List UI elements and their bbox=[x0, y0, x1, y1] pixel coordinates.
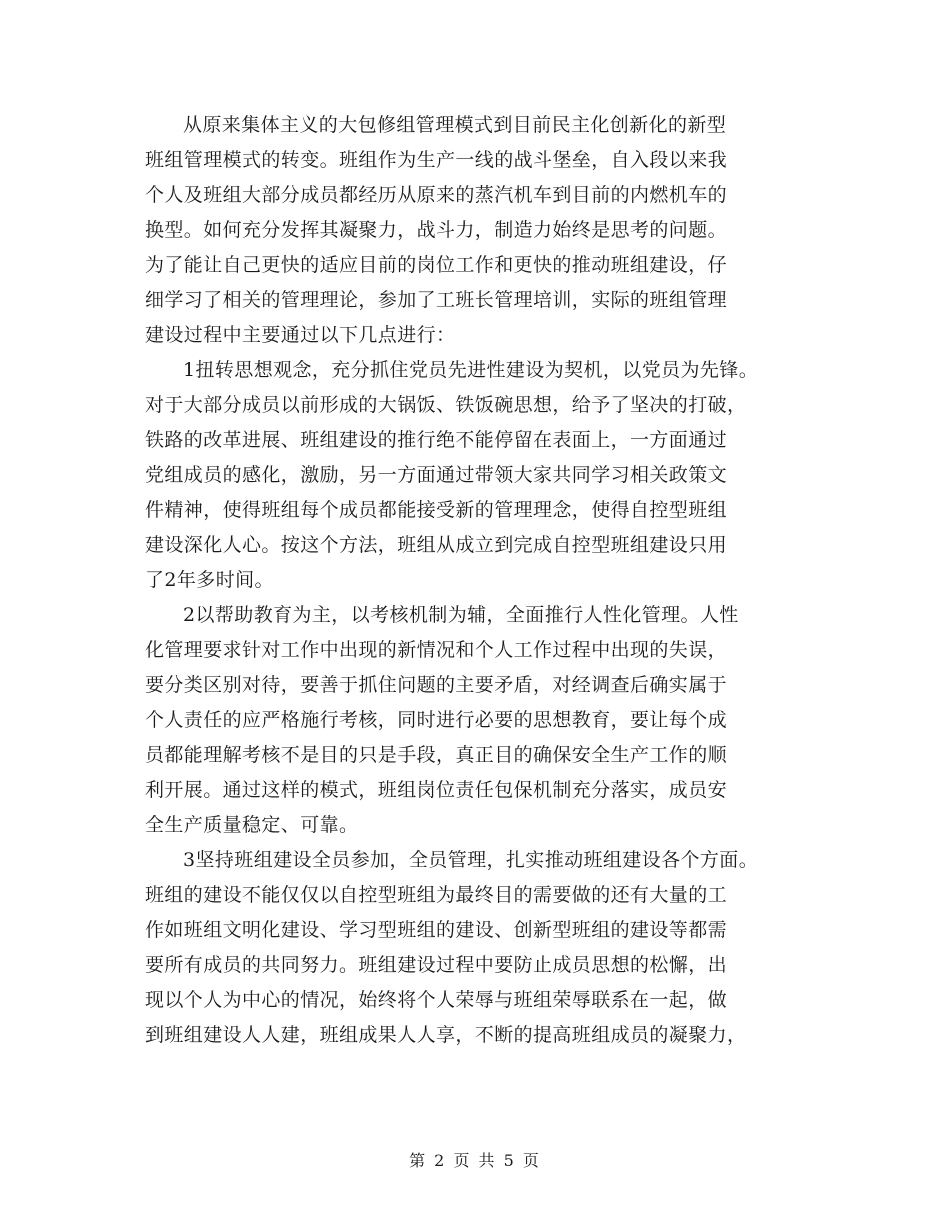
text-line: 2以帮助教育为主，以考核机制为辅，全面推行人性化管理。人性 bbox=[183, 604, 739, 626]
text-line: 班组管理模式的转变。班组作为生产一线的战斗堡垒，自入段以来我 bbox=[145, 149, 728, 171]
text-line: 换型。如何充分发挥其凝聚力，战斗力，制造力始终是思考的问题。 bbox=[145, 219, 728, 241]
text-line: 全生产质量稳定、可靠。 bbox=[145, 814, 359, 836]
text-line: 利开展。通过这样的模式，班组岗位责任包保机制充分落实，成员安 bbox=[145, 779, 728, 801]
text-line: 了2年多时间。 bbox=[145, 569, 274, 591]
text-line: 作如班组文明化建设、学习型班组的建设、创新型班组的建设等都需 bbox=[145, 919, 728, 941]
text-line: 个人及班组大部分成员都经历从原来的蒸汽机车到目前的内燃机车的 bbox=[145, 184, 728, 206]
page-footer bbox=[0, 1148, 950, 1171]
text-line: 铁路的改革进展、班组建设的推行绝不能停留在表面上，一方面通过 bbox=[145, 429, 728, 451]
text-line: 要所有成员的共同努力。班组建设过程中要防止成员思想的松懈，出 bbox=[145, 954, 728, 976]
text-line: 件精神，使得班组每个成员都能接受新的管理理念，使得自控型班组 bbox=[145, 499, 728, 521]
text-line: 党组成员的感化，激励，另一方面通过带领大家共同学习相关政策文 bbox=[145, 464, 728, 486]
text-line: 1扭转思想观念，充分抓住党员先进性建设为契机，以党员为先锋。 bbox=[183, 359, 759, 381]
text-line: 化管理要求针对工作中出现的新情况和个人工作过程中出现的失误， bbox=[145, 639, 728, 661]
text-line: 要分类区别对待，要善于抓住问题的主要矛盾，对经调查后确实属于 bbox=[145, 674, 728, 696]
text-line: 细学习了相关的管理理论，参加了工班长管理培训，实际的班组管理 bbox=[145, 289, 728, 311]
text-line: 到班组建设人人建，班组成果人人享，不断的提高班组成员的凝聚力， bbox=[145, 1024, 747, 1046]
text-line: 员都能理解考核不是目的只是手段，真正目的确保安全生产工作的顺 bbox=[145, 744, 728, 766]
text-line: 班组的建设不能仅仅以自控型班组为最终目的需要做的还有大量的工 bbox=[145, 884, 728, 906]
text-line: 3坚持班组建设全员参加，全员管理，扎实推动班组建设各个方面。 bbox=[183, 849, 759, 871]
text-line: 对于大部分成员以前形成的大锅饭、铁饭碗思想，给予了坚决的打破， bbox=[145, 394, 747, 416]
text-line: 现以个人为中心的情况，始终将个人荣辱与班组荣辱联系在一起，做 bbox=[145, 989, 728, 1011]
text-line: 建设深化人心。按这个方法，班组从成立到完成自控型班组建设只用 bbox=[145, 534, 728, 556]
text-line: 建设过程中主要通过以下几点进行： bbox=[145, 324, 456, 346]
text-line: 个人责任的应严格施行考核，同时进行必要的思想教育，要让每个成 bbox=[145, 709, 728, 731]
body-text bbox=[145, 108, 825, 1053]
page-number: 第 2 页 共 5 页 bbox=[409, 1151, 541, 1170]
text-line: 从原来集体主义的大包修组管理模式到目前民主化创新化的新型 bbox=[183, 114, 727, 136]
text-line: 为了能让自己更快的适应目前的岗位工作和更快的推动班组建设，仔 bbox=[145, 254, 728, 276]
